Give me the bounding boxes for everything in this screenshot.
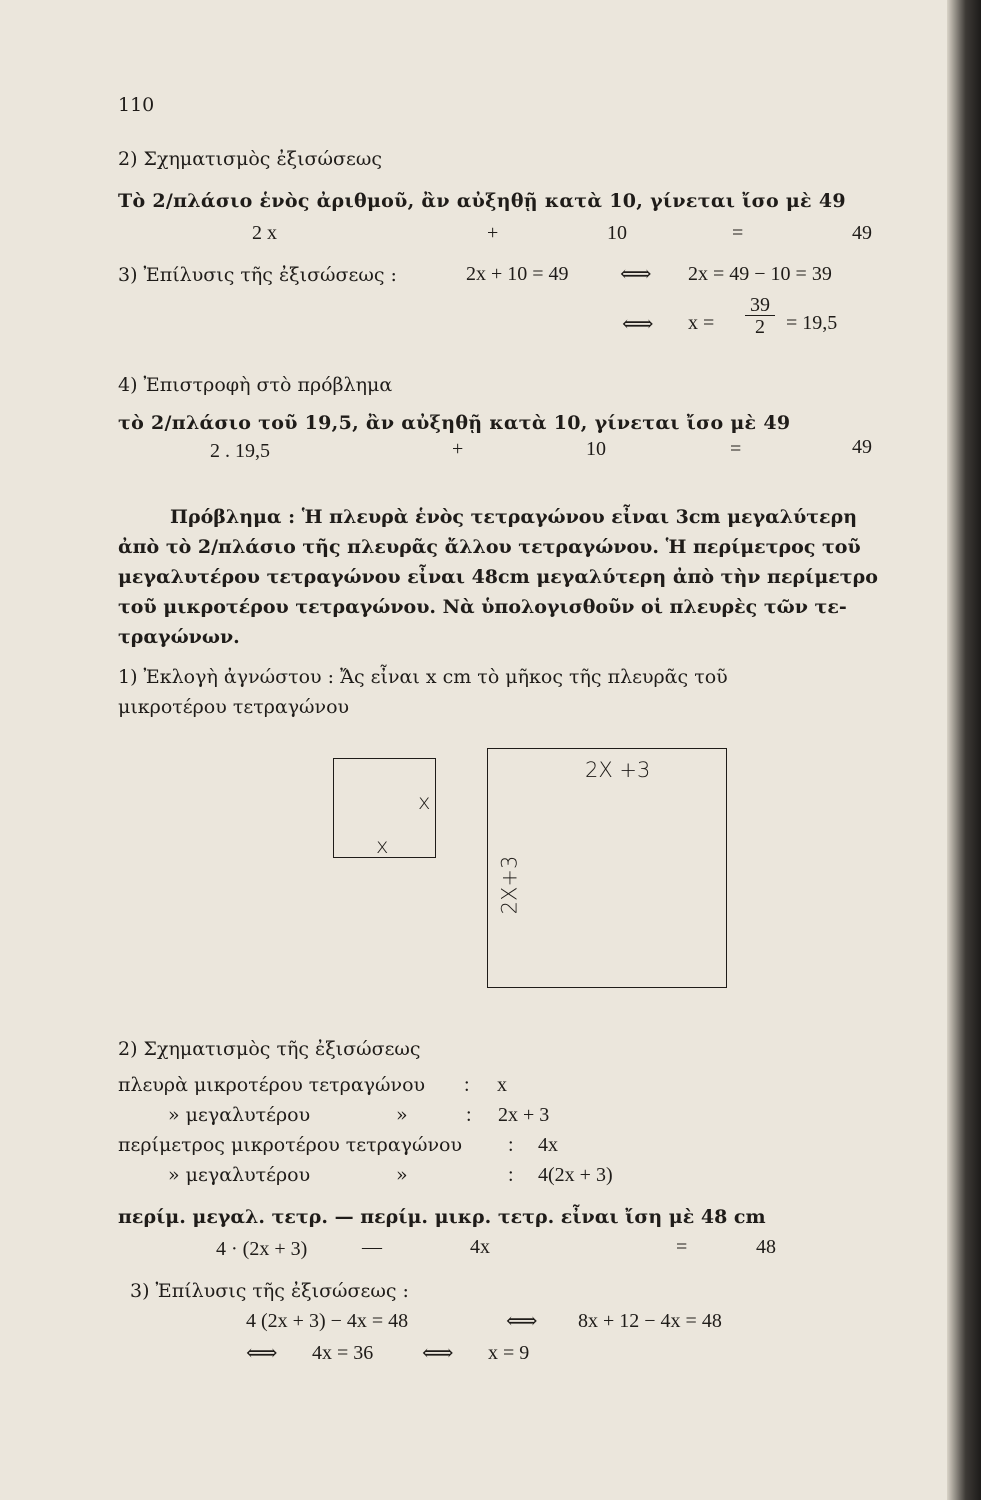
step2-row-2-value: 2x + 3 (498, 1104, 550, 1126)
step2-row-4-value: 4(2x + 3) (538, 1164, 613, 1186)
part1-solve-label: 3) Ἐπίλυσις τῆς ἐξισώσεως : (118, 264, 397, 286)
iff-icon: ⟺ (622, 311, 654, 336)
iff-icon: ⟺ (506, 1308, 538, 1333)
step2-row-4-sep: : (508, 1164, 514, 1186)
part1-return-statement: τὸ 2/πλάσιο τοῦ 19,5, ἂν αὐξηθῇ κατὰ 10, γίνεται ἴσο μὲ 49 (118, 412, 791, 434)
step2-eq-b: 4x (470, 1236, 490, 1258)
step2-row-4-ditto: » (396, 1164, 408, 1186)
part1-check-plus: + (452, 438, 464, 460)
small-square-bottom-label: x (376, 834, 389, 858)
step1-line-1: 1) Ἐκλογὴ ἀγνώστου : Ἄς εἶναι x cm τὸ μῆκος τῆς πλευρᾶς τοῦ (118, 666, 728, 688)
part1-eq-c: 49 (852, 222, 872, 244)
part1-heading: 2) Σχηματισμὸς ἐξισώσεως (118, 148, 382, 170)
step2-row-2-sep: : (466, 1104, 472, 1126)
book-spine-shadow (947, 0, 981, 1500)
step2-row-1-label: πλευρὰ μικροτέρου τετραγώνου (118, 1074, 426, 1096)
step2-row-1-sep: : (464, 1074, 470, 1096)
part1-check-b: 10 (586, 438, 606, 460)
step2-eq-a: 4 · (2x + 3) (216, 1238, 308, 1260)
part1-check-a: 2 . 19,5 (210, 440, 270, 462)
problem-line-5: τραγώνων. (118, 626, 240, 648)
step2-eq-c: 48 (756, 1236, 776, 1258)
part1-check-c: 49 (852, 436, 872, 458)
step2-eq-minus: — (362, 1236, 382, 1258)
large-square-side-label: 2X+3 (497, 855, 522, 915)
part1-solve-1: 2x + 10 = 49 (466, 263, 569, 285)
step2-row-3-sep: : (508, 1134, 514, 1156)
step2-row-2-ditto: » (396, 1104, 408, 1126)
fraction-denominator: 2 (755, 316, 765, 338)
iff-icon: ⟺ (422, 1340, 454, 1365)
problem-line-2: ἀπὸ τὸ 2/πλάσιο τῆς πλευρᾶς ἄλλου τετραγώνου. Ἡ περίμετρος τοῦ (118, 536, 861, 558)
part1-x-eq: x = (688, 312, 715, 334)
part1-fraction (745, 295, 775, 338)
iff-icon: ⟺ (246, 1340, 278, 1365)
part1-return-heading: 4) Ἐπιστροφὴ στὸ πρόβλημα (118, 374, 393, 396)
part1-eq-a: 2 x (252, 222, 277, 244)
step3-line2-a: 4x = 36 (312, 1342, 374, 1364)
part1-frac-result: = 19,5 (786, 312, 838, 334)
step3-heading: 3) Ἐπίλυσις τῆς ἐξισώσεως : (130, 1280, 409, 1302)
step2-heading: 2) Σχηματισμὸς τῆς ἐξισώσεως (118, 1038, 421, 1060)
problem-line-3: μεγαλυτέρου τετραγώνου εἶναι 48cm μεγαλύτερη ἀπὸ τὴν περίμετρο (118, 566, 878, 588)
step1-line-2: μικροτέρου τετραγώνου (118, 696, 350, 718)
step3-line2-b: x = 9 (488, 1342, 530, 1364)
fraction-numerator: 39 (745, 295, 775, 316)
part1-check-eq: = (730, 438, 742, 460)
part1-eq-plus: + (487, 222, 499, 244)
problem-line-4: τοῦ μικροτέρου τετραγώνου. Νὰ ὑπολογισθοῦν οἱ πλευρὲς τῶν τε- (118, 596, 847, 618)
part1-solve-2: 2x = 49 − 10 = 39 (688, 263, 832, 285)
problem-line-1: Πρόβλημα : Ἡ πλευρὰ ἑνὸς τετραγώνου εἶναι 3cm μεγαλύτερη (170, 506, 858, 528)
step2-row-3-value: 4x (538, 1134, 558, 1156)
large-square-top-label: 2X +3 (585, 758, 651, 782)
part1-eq-eq: = (732, 222, 744, 244)
small-square-side-label: x (418, 790, 431, 814)
page-number: 110 (118, 94, 155, 116)
step3-line1-a: 4 (2x + 3) − 4x = 48 (246, 1310, 409, 1332)
large-square (487, 748, 727, 988)
iff-icon: ⟺ (620, 261, 652, 286)
step2-row-3-label: περίμετρος μικροτέρου τετραγώνου (118, 1134, 463, 1156)
part1-eq-b: 10 (607, 222, 627, 244)
step2-row-2-label: » μεγαλυτέρου (168, 1104, 311, 1126)
part1-statement: Τὸ 2/πλάσιο ἑνὸς ἀριθμοῦ, ἂν αὐξηθῇ κατὰ 10, γίνεται ἴσο μὲ 49 (118, 190, 846, 212)
step2-row-4-label: » μεγαλυτέρου (168, 1164, 311, 1186)
step2-row-1-value: x (497, 1074, 507, 1096)
step2-eq-eq: = (676, 1236, 688, 1258)
step2-condition: περίμ. μεγαλ. τετρ. — περίμ. μικρ. τετρ. εἶναι ἴση μὲ 48 cm (118, 1206, 766, 1228)
step3-line1-b: 8x + 12 − 4x = 48 (578, 1310, 722, 1332)
